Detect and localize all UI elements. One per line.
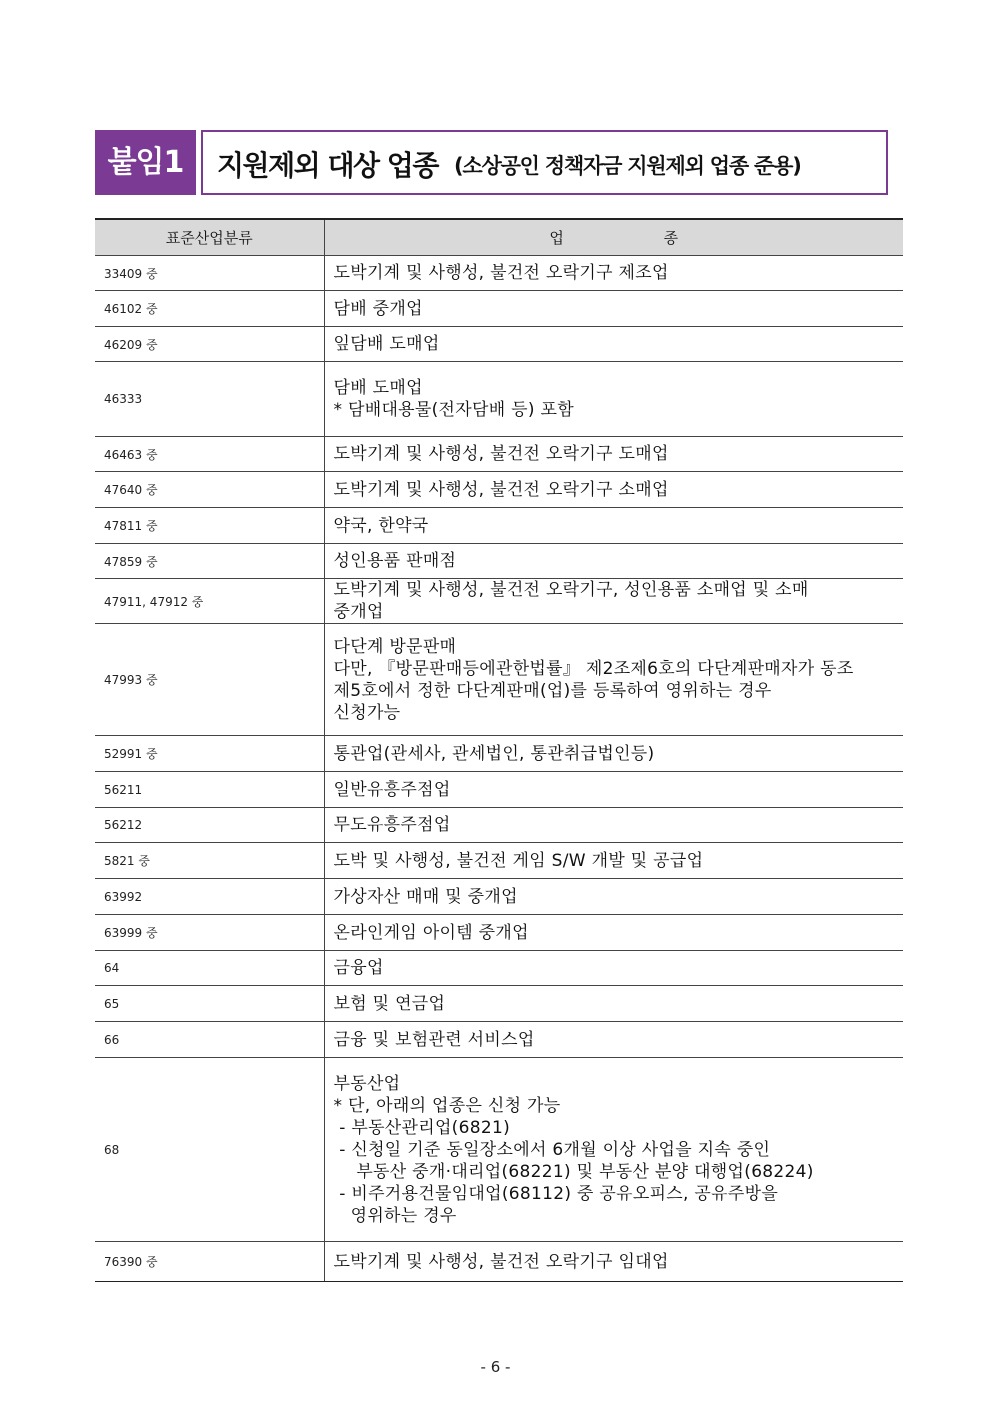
- description-line: 무도유흥주점업: [333, 815, 451, 835]
- table-row: [95, 508, 903, 544]
- description-line: 약국, 한약국: [333, 515, 429, 536]
- industry-description: [324, 624, 903, 736]
- industry-code: 64: [95, 951, 324, 986]
- table-row: [95, 291, 903, 327]
- document-title: [95, 130, 891, 195]
- industry-code: 56211: [95, 772, 324, 808]
- description-line: 영위하는 경우: [333, 1205, 457, 1226]
- table-row: [95, 772, 903, 808]
- table-row: [95, 1242, 903, 1282]
- description-line: * 단, 아래의 업종은 신청 가능: [333, 1095, 561, 1116]
- description-line: 제5호에서 정한 다단계판매(업)를 등록하여 영위하는 경우: [333, 680, 772, 701]
- description-line: 부동산업: [333, 1073, 401, 1094]
- industry-code: 47811 중: [95, 508, 324, 544]
- description-line: 도박기계 및 사행성, 불건전 오락기구 제조업: [333, 263, 669, 283]
- description-line: 담배 도매업: [333, 378, 423, 398]
- industry-description: [324, 472, 903, 508]
- description-line: * 담배대용물(전자담배 등) 포함: [333, 400, 574, 420]
- industry-description: [324, 1022, 903, 1058]
- description-line: - 부동산관리업(6821): [333, 1117, 511, 1138]
- industry-code: 68: [95, 1058, 324, 1242]
- page-subtitle: (소상공인 정책자금 지원제외 업종 준용): [454, 154, 801, 178]
- table-row: [95, 1022, 903, 1058]
- industry-code: 63999 중: [95, 915, 324, 951]
- industry-description: [324, 1058, 903, 1242]
- description-line: 도박기계 및 사행성, 불건전 오락기구, 성인용품 소매업 및 소매: [333, 580, 809, 600]
- description-line: 성인용품 판매점: [333, 551, 457, 571]
- table-row: [95, 808, 903, 843]
- table-row: [95, 437, 903, 472]
- description-line: 중개업: [333, 602, 384, 622]
- page-number: - 6 -: [480, 1358, 511, 1376]
- industry-description: [324, 915, 903, 951]
- table-row: [95, 843, 903, 879]
- column-header-industry: [324, 219, 903, 256]
- industry-description: [324, 736, 903, 772]
- description-line: - 비주거용건물임대업(68112) 중 공유오피스, 공유주방을: [333, 1183, 779, 1204]
- table-row: [95, 879, 903, 915]
- column-header-industry-label: 업 종: [549, 229, 679, 247]
- industry-description: [324, 508, 903, 544]
- title-box: [201, 130, 888, 195]
- industry-code: 76390 중: [95, 1242, 324, 1282]
- description-line: 도박기계 및 사행성, 불건전 오락기구 소매업: [333, 479, 669, 500]
- industry-code: 66: [95, 1022, 324, 1058]
- industry-description: [324, 579, 903, 624]
- description-line: 도박기계 및 사행성, 불건전 오락기구 도매업: [333, 444, 669, 464]
- industry-description: [324, 362, 903, 437]
- description-line: 다만, 『방문판매등에관한법률』 제2조제6호의 다단계판매자가 동조: [333, 658, 854, 679]
- industry-code: 33409 중: [95, 256, 324, 291]
- excluded-industries-table: [95, 218, 903, 1282]
- table-row: [95, 256, 903, 291]
- description-line: 도박기계 및 사행성, 불건전 오락기구 임대업: [333, 1251, 669, 1272]
- description-line: 가상자산 매매 및 중개업: [333, 886, 518, 907]
- industry-description: [324, 1242, 903, 1282]
- industry-description: [324, 437, 903, 472]
- table-header-row: [95, 219, 903, 256]
- industry-description: [324, 256, 903, 291]
- industry-description: [324, 986, 903, 1022]
- attachment-badge: 붙임1: [95, 130, 196, 195]
- industry-code: 56212: [95, 808, 324, 843]
- table-row: [95, 327, 903, 362]
- industry-code: 46333: [95, 362, 324, 437]
- table-row: [95, 915, 903, 951]
- industry-code: 47859 중: [95, 544, 324, 579]
- industry-description: [324, 843, 903, 879]
- industry-description: [324, 772, 903, 808]
- description-line: 금융업: [333, 958, 384, 978]
- page-title: 지원제외 대상 업종: [217, 149, 438, 182]
- industry-description: [324, 951, 903, 986]
- industry-description: [324, 808, 903, 843]
- description-line: 보험 및 연금업: [333, 993, 446, 1014]
- description-line: 온라인게임 아이템 중개업: [333, 922, 529, 943]
- description-line: 통관업(관세사, 관세법인, 통관취급법인등): [333, 743, 655, 764]
- table-row: [95, 579, 903, 624]
- description-line: 신청가능: [333, 702, 401, 723]
- table-row: [95, 544, 903, 579]
- table-row: [95, 362, 903, 437]
- industry-code: 47640 중: [95, 472, 324, 508]
- industry-code: 47911, 47912 중: [95, 579, 324, 624]
- industry-code: 5821 중: [95, 843, 324, 879]
- description-line: 금융 및 보험관련 서비스업: [333, 1029, 535, 1050]
- industry-code: 65: [95, 986, 324, 1022]
- table-row: [95, 472, 903, 508]
- industry-description: [324, 327, 903, 362]
- table-row: [95, 986, 903, 1022]
- industry-code: 52991 중: [95, 736, 324, 772]
- table-row: [95, 624, 903, 736]
- table-row: [95, 951, 903, 986]
- table-row: [95, 1058, 903, 1242]
- industry-code: 63992: [95, 879, 324, 915]
- description-line: - 신청일 기준 동일장소에서 6개월 이상 사업을 지속 중인: [333, 1139, 771, 1160]
- table-body: [95, 256, 903, 1282]
- industry-code: 47993 중: [95, 624, 324, 736]
- column-header-code: 표준산업분류: [95, 219, 324, 256]
- description-line: 담배 중개업: [333, 298, 423, 319]
- industry-description: [324, 291, 903, 327]
- table-row: [95, 736, 903, 772]
- industry-code: 46102 중: [95, 291, 324, 327]
- description-line: 부동산 중개·대리업(68221) 및 부동산 분양 대행업(68224): [333, 1161, 814, 1182]
- industry-description: [324, 879, 903, 915]
- description-line: 다단계 방문판매: [333, 636, 457, 657]
- description-line: 잎담배 도매업: [333, 334, 440, 354]
- industry-description: [324, 544, 903, 579]
- industry-code: 46209 중: [95, 327, 324, 362]
- description-line: 도박 및 사행성, 불건전 게임 S/W 개발 및 공급업: [333, 850, 704, 871]
- industry-code: 46463 중: [95, 437, 324, 472]
- description-line: 일반유흥주점업: [333, 779, 451, 800]
